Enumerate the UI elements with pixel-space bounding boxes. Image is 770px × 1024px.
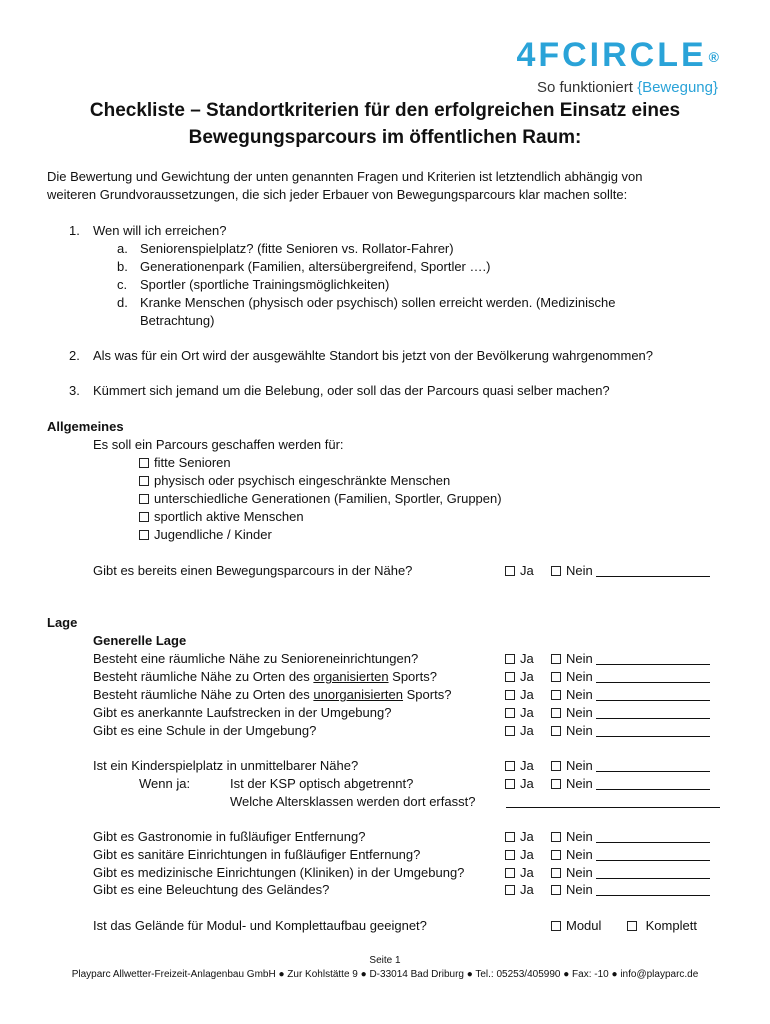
no-checkbox[interactable] — [551, 668, 710, 686]
no-label: Nein — [566, 651, 593, 666]
question-existing-parcours: Gibt es bereits einen Bewegungsparcours in der Nähe? — [93, 563, 413, 578]
question-text: Besteht räumliche Nähe zu Orten des — [93, 669, 314, 684]
no-label: Nein — [566, 882, 593, 897]
yes-label: Ja — [520, 563, 534, 578]
allgemeines-intro: Es soll ein Parcours geschaffen werden für: — [93, 437, 344, 452]
no-label: Nein — [566, 669, 593, 684]
brand-logo — [516, 38, 722, 72]
no-label: Nein — [566, 776, 593, 791]
checkbox-icon[interactable] — [551, 850, 561, 860]
page-title — [0, 97, 770, 151]
answer-line[interactable] — [596, 777, 710, 790]
no-label: Nein — [566, 723, 593, 738]
question-text: Sports? — [388, 669, 437, 684]
komplett-label: Komplett — [645, 918, 697, 933]
page-number: Seite 1 — [369, 955, 401, 966]
no-label: Nein — [566, 847, 593, 862]
option-checkbox[interactable] — [139, 508, 304, 526]
question-1: Wen will ich erreichen? — [93, 223, 227, 238]
checkbox-icon[interactable] — [551, 779, 561, 789]
checkbox-icon[interactable] — [551, 868, 561, 878]
komplett-checkbox[interactable] — [627, 917, 697, 935]
yes-label: Ja — [520, 687, 534, 702]
brand-name: 4FCIRCLE — [516, 36, 707, 74]
underlined-word: unorganisierten — [313, 687, 404, 702]
yes-checkbox[interactable] — [505, 864, 534, 882]
yes-checkbox[interactable] — [505, 775, 534, 793]
question-laufstrecken: Gibt es anerkannte Laufstrecken in der Umgebung? — [93, 705, 392, 720]
sub-item: Seniorenspielplatz? (fitte Senioren vs. Rollator-Fahrer) — [140, 241, 454, 256]
checkbox-icon[interactable] — [551, 921, 561, 931]
no-label: Nein — [566, 563, 593, 578]
checkbox-icon[interactable] — [627, 921, 637, 931]
checkbox-icon[interactable] — [505, 885, 515, 895]
no-label: Nein — [566, 758, 593, 773]
option-checkbox[interactable] — [139, 454, 231, 472]
answer-line[interactable] — [596, 688, 710, 701]
footer-address: Playparc Allwetter-Freizeit-Anlagenbau GmbH ● Zur Kohlstätte 9 ● D-33014 Bad Driburg ● Tel.: 05253/405990 ● Fax: -10 ● info@playparc.de — [71, 969, 699, 980]
sub-letter: a. — [117, 241, 128, 256]
checkbox-icon[interactable] — [505, 708, 515, 718]
option-label: Jugendliche / Kinder — [154, 527, 272, 542]
answer-line[interactable] — [596, 883, 710, 896]
yes-checkbox[interactable] — [505, 686, 534, 704]
yes-checkbox[interactable] — [505, 881, 534, 899]
yes-label: Ja — [520, 847, 534, 862]
no-checkbox[interactable] — [551, 828, 710, 846]
yes-label: Ja — [520, 758, 534, 773]
answer-line[interactable] — [596, 652, 710, 665]
question-sanitaer: Gibt es sanitäre Einrichtungen in fußläufiger Entfernung? — [93, 847, 421, 862]
checkbox-icon[interactable] — [505, 726, 515, 736]
yes-checkbox[interactable] — [505, 757, 534, 775]
title-line-1: Checkliste – Standortkriterien für den erfolgreichen Einsatz eines — [89, 100, 681, 121]
no-label: Nein — [566, 705, 593, 720]
option-label: physisch oder psychisch eingeschränkte Menschen — [154, 473, 451, 488]
section-heading-lage: Lage — [47, 615, 78, 630]
checkbox-icon[interactable] — [551, 672, 561, 682]
intro-line-1: Die Bewertung und Gewichtung der unten genannten Fragen und Kriterien ist letztendlich abhängig von — [47, 169, 643, 184]
question-3: Kümmert sich jemand um die Belebung, oder soll das der Parcours quasi selber machen? — [93, 383, 610, 398]
question-number: 3. — [69, 383, 80, 398]
subheading-generelle-lage: Generelle Lage — [93, 633, 187, 648]
question-beleuchtung: Gibt es eine Beleuchtung des Geländes? — [93, 882, 330, 897]
question-number: 2. — [69, 348, 80, 363]
question-medizinisch: Gibt es medizinische Einrichtungen (Kliniken) in der Umgebung? — [93, 865, 465, 880]
option-label: sportlich aktive Menschen — [154, 509, 304, 524]
section-heading-allgemeines: Allgemeines — [47, 419, 124, 434]
tagline-accent: Bewegung — [642, 79, 713, 96]
checkbox-icon[interactable] — [139, 530, 149, 540]
yes-label: Ja — [520, 829, 534, 844]
answer-line[interactable] — [596, 724, 710, 737]
answer-line[interactable] — [596, 564, 710, 577]
modul-label: Modul — [566, 918, 602, 933]
question-schule: Gibt es eine Schule in der Umgebung? — [93, 723, 317, 738]
no-checkbox[interactable] — [551, 846, 710, 864]
answer-line[interactable] — [596, 670, 710, 683]
question-text: Sports? — [403, 687, 452, 702]
checkbox-icon[interactable] — [139, 476, 149, 486]
intro-line-2: weiteren Grundvoraussetzungen, die sich jeder Erbauer von Bewegungsparcours klar machen sollte: — [47, 187, 628, 202]
checkbox-icon[interactable] — [139, 494, 149, 504]
checkbox-icon[interactable] — [505, 566, 515, 576]
answer-line[interactable] — [596, 866, 710, 879]
yes-label: Ja — [520, 865, 534, 880]
checkbox-icon[interactable] — [505, 832, 515, 842]
sub-letter: d. — [117, 295, 128, 310]
modul-checkbox[interactable] — [551, 917, 601, 935]
option-label: fitte Senioren — [154, 455, 231, 470]
answer-line[interactable] — [506, 797, 720, 808]
option-checkbox[interactable] — [139, 490, 502, 508]
checkbox-icon[interactable] — [551, 885, 561, 895]
checkbox-icon[interactable] — [551, 690, 561, 700]
option-checkbox[interactable] — [139, 472, 450, 490]
question-unorganisierter-sport — [93, 686, 451, 704]
question-senioren: Besteht eine räumliche Nähe zu Senioreneinrichtungen? — [93, 651, 419, 666]
sub-letter: b. — [117, 259, 128, 274]
question-ksp-abgetrennt: Ist der KSP optisch abgetrennt? — [230, 776, 414, 791]
yes-label: Ja — [520, 882, 534, 897]
checkbox-icon[interactable] — [505, 779, 515, 789]
title-line-2: Bewegungsparcours im öffentlichen Raum: — [188, 127, 582, 148]
option-label: unterschiedliche Generationen (Familien, Sportler, Gruppen) — [154, 491, 502, 506]
no-checkbox[interactable] — [551, 757, 710, 775]
sub-item: Generationenpark (Familien, altersübergreifend, Sportler ….) — [140, 259, 491, 274]
question-gastronomie: Gibt es Gastronomie in fußläufiger Entfernung? — [93, 829, 366, 844]
checkbox-icon[interactable] — [139, 512, 149, 522]
question-2: Als was für ein Ort wird der ausgewählte Standort bis jetzt von der Bevölkerung wahrgenommen? — [93, 348, 654, 363]
checkbox-icon[interactable] — [505, 690, 515, 700]
checkbox-icon[interactable] — [505, 654, 515, 664]
yes-checkbox[interactable] — [505, 668, 534, 686]
no-checkbox[interactable] — [551, 562, 710, 580]
question-altersklassen: Welche Altersklassen werden dort erfasst? — [230, 794, 476, 809]
no-label: Nein — [566, 829, 593, 844]
option-checkbox[interactable] — [139, 526, 272, 544]
wenn-ja-label: Wenn ja: — [139, 776, 191, 791]
yes-checkbox[interactable] — [505, 846, 534, 864]
sub-item: Kranke Menschen (physisch oder psychisch) sollen erreicht werden. (Medizinische — [140, 295, 616, 310]
checkbox-icon[interactable] — [505, 672, 515, 682]
yes-checkbox[interactable] — [505, 722, 534, 740]
no-checkbox[interactable] — [551, 881, 710, 899]
answer-line[interactable] — [596, 848, 710, 861]
tagline-brace-open: { — [637, 79, 643, 96]
sub-letter: c. — [117, 277, 128, 292]
question-aufbau: Ist das Gelände für Modul- und Komplettaufbau geeignet? — [93, 918, 427, 933]
question-text: Besteht räumliche Nähe zu Orten des — [93, 687, 314, 702]
yes-label: Ja — [520, 651, 534, 666]
checkbox-icon[interactable] — [139, 458, 149, 468]
checkbox-icon[interactable] — [551, 761, 561, 771]
answer-line[interactable] — [596, 706, 710, 719]
tagline-brace-close: } — [712, 79, 718, 96]
no-checkbox[interactable] — [551, 864, 710, 882]
checkbox-icon[interactable] — [505, 868, 515, 878]
yes-checkbox[interactable] — [505, 562, 534, 580]
yes-label: Ja — [520, 723, 534, 738]
no-checkbox[interactable] — [551, 775, 710, 793]
checkbox-icon[interactable] — [551, 708, 561, 718]
no-checkbox[interactable] — [551, 650, 710, 668]
no-label: Nein — [566, 687, 593, 702]
checkbox-icon[interactable] — [551, 654, 561, 664]
no-checkbox[interactable] — [551, 686, 710, 704]
no-checkbox[interactable] — [551, 722, 710, 740]
question-kinderspielplatz: Ist ein Kinderspielplatz in unmittelbarer Nähe? — [93, 758, 359, 773]
checkbox-icon[interactable] — [551, 566, 561, 576]
yes-label: Ja — [520, 669, 534, 684]
sub-item-continuation: Betrachtung) — [140, 313, 215, 328]
yes-checkbox[interactable] — [505, 650, 534, 668]
no-label: Nein — [566, 865, 593, 880]
answer-line[interactable] — [596, 830, 710, 843]
checkbox-icon[interactable] — [551, 726, 561, 736]
yes-checkbox[interactable] — [505, 704, 534, 722]
checkbox-icon[interactable] — [505, 850, 515, 860]
tagline-text: So funktioniert — [537, 79, 633, 96]
yes-label: Ja — [520, 776, 534, 791]
yes-checkbox[interactable] — [505, 828, 534, 846]
answer-line[interactable] — [596, 759, 710, 772]
yes-label: Ja — [520, 705, 534, 720]
brand-tagline — [537, 79, 718, 97]
checkbox-icon[interactable] — [551, 832, 561, 842]
no-checkbox[interactable] — [551, 704, 710, 722]
question-number: 1. — [69, 223, 80, 238]
registered-mark: ® — [708, 49, 722, 65]
underlined-word: organisierten — [313, 669, 389, 684]
sub-item: Sportler (sportliche Trainingsmöglichkeiten) — [140, 277, 390, 292]
question-organisierter-sport — [93, 668, 437, 686]
checkbox-icon[interactable] — [505, 761, 515, 771]
